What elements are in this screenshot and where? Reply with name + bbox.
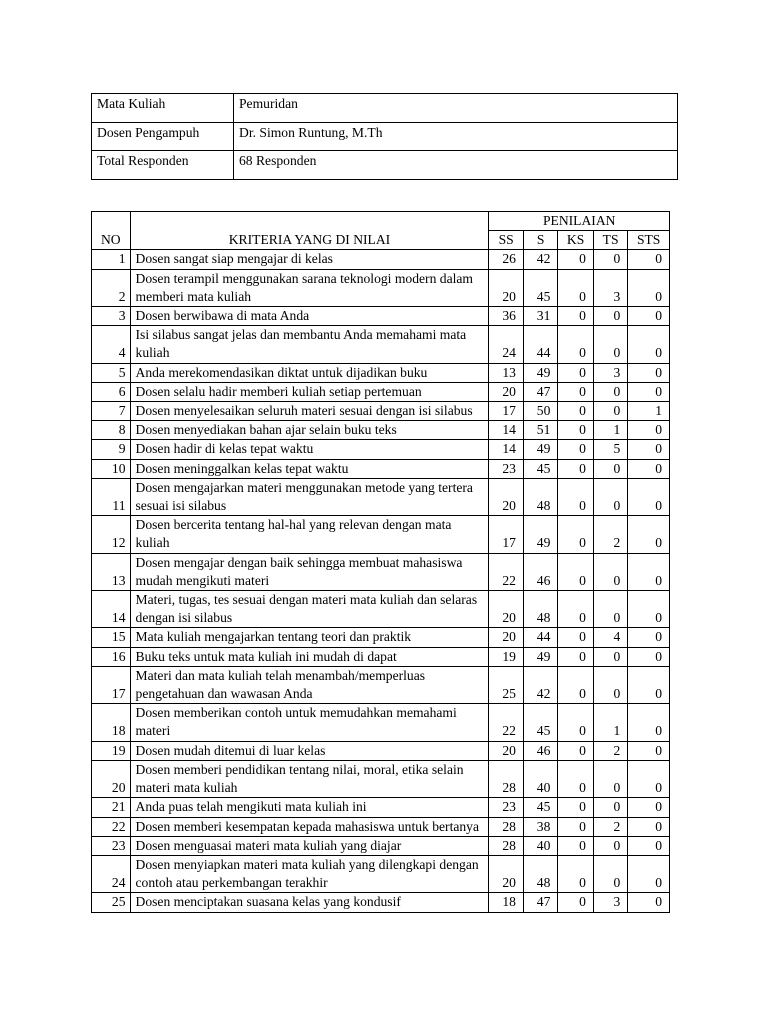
- score-ss: 23: [489, 459, 523, 478]
- score-sts: 0: [628, 855, 670, 892]
- score-ts: 0: [593, 798, 627, 817]
- score-s: 42: [523, 250, 557, 269]
- criteria-text: Dosen memberi kesempatan kepada mahasiswa untuk bertanya: [130, 817, 489, 836]
- criteria-text: Dosen menyelesaikan seluruh materi sesuai dengan isi silabus: [130, 402, 489, 421]
- criteria-text: Dosen memberi pendidikan tentang nilai, moral, etika selain materi mata kuliah: [130, 760, 489, 797]
- table-row: [92, 553, 670, 590]
- score-sts: 0: [628, 382, 670, 401]
- header-no: NO: [92, 212, 131, 250]
- info-label: Total Responden: [92, 151, 234, 180]
- score-s: 44: [523, 326, 557, 363]
- header-criteria: KRITERIA YANG DI NILAI: [130, 212, 489, 250]
- score-sts: 0: [628, 363, 670, 382]
- score-s: 44: [523, 628, 557, 647]
- table-row: [92, 647, 670, 666]
- table-row: [92, 269, 670, 306]
- score-ks: 0: [558, 326, 593, 363]
- table-row: [92, 307, 670, 326]
- score-ks: 0: [558, 478, 593, 515]
- row-number: 23: [92, 836, 131, 855]
- info-value: Pemuridan: [234, 94, 678, 123]
- table-row: [92, 741, 670, 760]
- score-ts: 0: [593, 382, 627, 401]
- score-ts: 2: [593, 741, 627, 760]
- score-ts: 0: [593, 402, 627, 421]
- score-ts: 0: [593, 760, 627, 797]
- criteria-text: Dosen meninggalkan kelas tepat waktu: [130, 459, 489, 478]
- row-number: 16: [92, 647, 131, 666]
- score-ss: 14: [489, 421, 523, 440]
- table-row: [92, 382, 670, 401]
- score-ss: 20: [489, 382, 523, 401]
- score-ts: 4: [593, 628, 627, 647]
- score-s: 31: [523, 307, 557, 326]
- row-number: 5: [92, 363, 131, 382]
- score-ss: 17: [489, 516, 523, 553]
- criteria-text: Dosen menciptakan suasana kelas yang kondusif: [130, 893, 489, 912]
- criteria-text: Dosen mengajarkan materi menggunakan metode yang tertera sesuai isi silabus: [130, 478, 489, 515]
- score-s: 47: [523, 893, 557, 912]
- criteria-text: Dosen terampil menggunakan sarana teknologi modern dalam memberi mata kuliah: [130, 269, 489, 306]
- table-row: [92, 893, 670, 912]
- criteria-text: Buku teks untuk mata kuliah ini mudah di dapat: [130, 647, 489, 666]
- score-ss: 28: [489, 760, 523, 797]
- score-s: 45: [523, 459, 557, 478]
- table-row: [92, 704, 670, 741]
- score-ss: 20: [489, 478, 523, 515]
- score-sts: 0: [628, 478, 670, 515]
- criteria-text: Materi dan mata kuliah telah menambah/memperluas pengetahuan dan wawasan Anda: [130, 666, 489, 703]
- header-ss: SS: [489, 231, 523, 250]
- score-ts: 1: [593, 421, 627, 440]
- score-ts: 5: [593, 440, 627, 459]
- row-number: 14: [92, 591, 131, 628]
- criteria-text: Anda puas telah mengikuti mata kuliah ini: [130, 798, 489, 817]
- score-ss: 17: [489, 402, 523, 421]
- criteria-text: Dosen mudah ditemui di luar kelas: [130, 741, 489, 760]
- score-ts: 0: [593, 553, 627, 590]
- score-ss: 20: [489, 269, 523, 306]
- row-number: 11: [92, 478, 131, 515]
- score-ks: 0: [558, 516, 593, 553]
- score-ts: 0: [593, 647, 627, 666]
- score-sts: 0: [628, 666, 670, 703]
- header-penilaian: PENILAIAN: [489, 212, 670, 231]
- score-ks: 0: [558, 817, 593, 836]
- score-s: 51: [523, 421, 557, 440]
- score-ss: 36: [489, 307, 523, 326]
- score-s: 46: [523, 741, 557, 760]
- score-sts: 0: [628, 798, 670, 817]
- evaluation-table: [91, 211, 670, 913]
- score-sts: 0: [628, 893, 670, 912]
- score-sts: 1: [628, 402, 670, 421]
- table-row: [92, 855, 670, 892]
- score-s: 40: [523, 760, 557, 797]
- score-ks: 0: [558, 382, 593, 401]
- score-s: 49: [523, 516, 557, 553]
- score-ss: 25: [489, 666, 523, 703]
- row-number: 7: [92, 402, 131, 421]
- header-sts: STS: [628, 231, 670, 250]
- score-sts: 0: [628, 591, 670, 628]
- score-ts: 0: [593, 250, 627, 269]
- criteria-text: Anda merekomendasikan diktat untuk dijadikan buku: [130, 363, 489, 382]
- score-ks: 0: [558, 760, 593, 797]
- score-ss: 14: [489, 440, 523, 459]
- score-ss: 23: [489, 798, 523, 817]
- header-ks: KS: [558, 231, 593, 250]
- info-label: Mata Kuliah: [92, 94, 234, 123]
- info-value: Dr. Simon Runtung, M.Th: [234, 122, 678, 151]
- table-row: [92, 363, 670, 382]
- row-number: 9: [92, 440, 131, 459]
- score-s: 45: [523, 704, 557, 741]
- score-sts: 0: [628, 250, 670, 269]
- score-sts: 0: [628, 628, 670, 647]
- table-row: [92, 666, 670, 703]
- score-s: 42: [523, 666, 557, 703]
- score-ks: 0: [558, 704, 593, 741]
- score-ks: 0: [558, 269, 593, 306]
- score-ts: 2: [593, 516, 627, 553]
- score-ks: 0: [558, 628, 593, 647]
- score-ts: 0: [593, 478, 627, 515]
- criteria-text: Dosen menyediakan bahan ajar selain buku teks: [130, 421, 489, 440]
- table-row: [92, 478, 670, 515]
- table-row: [92, 798, 670, 817]
- score-sts: 0: [628, 459, 670, 478]
- criteria-text: Dosen sangat siap mengajar di kelas: [130, 250, 489, 269]
- header-s: S: [523, 231, 557, 250]
- score-ss: 20: [489, 591, 523, 628]
- score-sts: 0: [628, 647, 670, 666]
- score-ts: 0: [593, 591, 627, 628]
- table-row: [92, 591, 670, 628]
- criteria-text: Materi, tugas, tes sesuai dengan materi mata kuliah dan selaras dengan isi silabus: [130, 591, 489, 628]
- score-ss: 28: [489, 817, 523, 836]
- score-s: 40: [523, 836, 557, 855]
- info-label: Dosen Pengampuh: [92, 122, 234, 151]
- score-sts: 0: [628, 516, 670, 553]
- score-ts: 3: [593, 269, 627, 306]
- table-row: [92, 817, 670, 836]
- score-sts: 0: [628, 326, 670, 363]
- row-number: 12: [92, 516, 131, 553]
- table-row: [92, 836, 670, 855]
- score-s: 48: [523, 591, 557, 628]
- info-row: [92, 122, 678, 151]
- criteria-text: Dosen berwibawa di mata Anda: [130, 307, 489, 326]
- score-ks: 0: [558, 855, 593, 892]
- row-number: 3: [92, 307, 131, 326]
- score-s: 49: [523, 647, 557, 666]
- score-s: 48: [523, 478, 557, 515]
- score-ks: 0: [558, 591, 593, 628]
- row-number: 2: [92, 269, 131, 306]
- score-ks: 0: [558, 459, 593, 478]
- score-ks: 0: [558, 363, 593, 382]
- criteria-text: Dosen selalu hadir memberi kuliah setiap pertemuan: [130, 382, 489, 401]
- score-sts: 0: [628, 421, 670, 440]
- score-sts: 0: [628, 440, 670, 459]
- score-ks: 0: [558, 307, 593, 326]
- criteria-text: Isi silabus sangat jelas dan membantu Anda memahami mata kuliah: [130, 326, 489, 363]
- criteria-text: Mata kuliah mengajarkan tentang teori dan praktik: [130, 628, 489, 647]
- score-ts: 3: [593, 893, 627, 912]
- info-row: [92, 94, 678, 123]
- table-row: [92, 421, 670, 440]
- score-ts: 0: [593, 666, 627, 703]
- score-s: 49: [523, 440, 557, 459]
- score-s: 46: [523, 553, 557, 590]
- table-row: [92, 250, 670, 269]
- row-number: 24: [92, 855, 131, 892]
- score-ts: 2: [593, 817, 627, 836]
- score-ks: 0: [558, 893, 593, 912]
- score-ss: 20: [489, 855, 523, 892]
- row-number: 4: [92, 326, 131, 363]
- table-row: [92, 516, 670, 553]
- table-row: [92, 459, 670, 478]
- score-sts: 0: [628, 704, 670, 741]
- criteria-text: Dosen bercerita tentang hal-hal yang relevan dengan mata kuliah: [130, 516, 489, 553]
- score-sts: 0: [628, 741, 670, 760]
- score-ss: 28: [489, 836, 523, 855]
- score-s: 45: [523, 798, 557, 817]
- score-ss: 26: [489, 250, 523, 269]
- row-number: 6: [92, 382, 131, 401]
- row-number: 19: [92, 741, 131, 760]
- score-sts: 0: [628, 307, 670, 326]
- row-number: 1: [92, 250, 131, 269]
- score-ks: 0: [558, 402, 593, 421]
- info-value: 68 Responden: [234, 151, 678, 180]
- info-row: [92, 151, 678, 180]
- score-ts: 3: [593, 363, 627, 382]
- row-number: 10: [92, 459, 131, 478]
- score-ss: 24: [489, 326, 523, 363]
- criteria-text: Dosen memberikan contoh untuk memudahkan memahami materi: [130, 704, 489, 741]
- score-ss: 19: [489, 647, 523, 666]
- score-sts: 0: [628, 836, 670, 855]
- score-s: 47: [523, 382, 557, 401]
- row-number: 25: [92, 893, 131, 912]
- score-s: 38: [523, 817, 557, 836]
- row-number: 20: [92, 760, 131, 797]
- score-s: 49: [523, 363, 557, 382]
- score-ts: 0: [593, 307, 627, 326]
- row-number: 15: [92, 628, 131, 647]
- table-row: [92, 760, 670, 797]
- score-ks: 0: [558, 836, 593, 855]
- row-number: 21: [92, 798, 131, 817]
- score-sts: 0: [628, 553, 670, 590]
- score-sts: 0: [628, 817, 670, 836]
- score-ts: 0: [593, 836, 627, 855]
- score-ts: 0: [593, 459, 627, 478]
- table-row: [92, 326, 670, 363]
- score-s: 48: [523, 855, 557, 892]
- score-ts: 0: [593, 855, 627, 892]
- score-s: 45: [523, 269, 557, 306]
- score-ss: 20: [489, 628, 523, 647]
- row-number: 22: [92, 817, 131, 836]
- table-row: [92, 402, 670, 421]
- score-ks: 0: [558, 666, 593, 703]
- criteria-text: Dosen mengajar dengan baik sehingga membuat mahasiswa mudah mengikuti materi: [130, 553, 489, 590]
- header-ts: TS: [593, 231, 627, 250]
- header-row-top: [92, 212, 670, 231]
- score-ks: 0: [558, 553, 593, 590]
- table-row: [92, 440, 670, 459]
- score-ks: 0: [558, 440, 593, 459]
- criteria-text: Dosen hadir di kelas tepat waktu: [130, 440, 489, 459]
- score-ks: 0: [558, 798, 593, 817]
- table-row: [92, 628, 670, 647]
- score-ss: 22: [489, 553, 523, 590]
- course-info-table: [91, 93, 678, 180]
- row-number: 13: [92, 553, 131, 590]
- score-sts: 0: [628, 760, 670, 797]
- score-ts: 1: [593, 704, 627, 741]
- score-s: 50: [523, 402, 557, 421]
- score-ss: 22: [489, 704, 523, 741]
- row-number: 18: [92, 704, 131, 741]
- criteria-text: Dosen menguasai materi mata kuliah yang diajar: [130, 836, 489, 855]
- score-sts: 0: [628, 269, 670, 306]
- score-ss: 18: [489, 893, 523, 912]
- score-ks: 0: [558, 421, 593, 440]
- score-ss: 20: [489, 741, 523, 760]
- score-ks: 0: [558, 647, 593, 666]
- score-ks: 0: [558, 741, 593, 760]
- score-ss: 13: [489, 363, 523, 382]
- score-ks: 0: [558, 250, 593, 269]
- score-ts: 0: [593, 326, 627, 363]
- row-number: 8: [92, 421, 131, 440]
- row-number: 17: [92, 666, 131, 703]
- criteria-text: Dosen menyiapkan materi mata kuliah yang dilengkapi dengan contoh atau perkembangan terakhir: [130, 855, 489, 892]
